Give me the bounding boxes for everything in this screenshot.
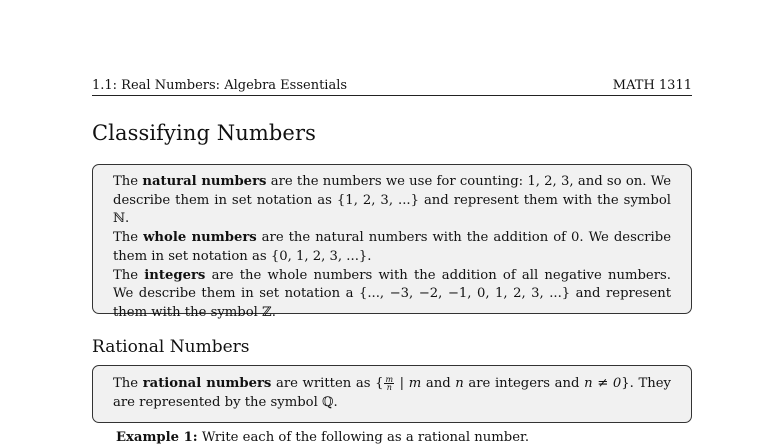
definition-box-number-sets <box>92 164 692 320</box>
header-course-label: MATH 1311 <box>612 78 692 93</box>
text-fragment: The <box>113 230 144 246</box>
text-fragment: are the natural numbers with the addition of 0. We describe them in set notation as {0, 1, 2, 3, ...}. <box>113 230 671 264</box>
text-fragment: The <box>113 376 143 391</box>
rational-numbers-definition <box>113 375 671 412</box>
example-1 <box>116 430 529 445</box>
fraction-numerator: m <box>385 375 394 384</box>
header-section-label: 1.1: Real Numbers: Algebra Essentials <box>92 78 348 93</box>
whole-numbers-definition <box>113 229 671 266</box>
term-whole-numbers: whole numbers <box>143 230 257 246</box>
math-variable: m <box>408 376 422 391</box>
section-title: Classifying Numbers <box>92 121 316 145</box>
text-fragment: }. They are represented by the symbol ℚ. <box>113 376 671 410</box>
term-natural-numbers: natural numbers <box>142 174 267 189</box>
integers-definition <box>113 267 671 323</box>
text-fragment: are written as { <box>271 376 384 391</box>
text-fragment: are integers and <box>463 376 585 391</box>
example-text: Write each of the following as a rational number. <box>197 430 530 445</box>
fraction-denominator: n <box>386 383 392 392</box>
fraction-m-over-n <box>384 376 394 391</box>
term-integers: integers <box>144 267 206 283</box>
running-header <box>92 76 692 96</box>
text-fragment: and <box>421 376 456 391</box>
definition-box-rational-numbers <box>92 365 692 423</box>
math-condition: n ≠ 0 <box>584 376 622 391</box>
subsection-title: Rational Numbers <box>92 337 250 357</box>
text-fragment: The <box>113 174 143 189</box>
text-fragment: are the numbers we use for counting: 1, 2, 3, and so on. We describe them in set notation as {1, 2, 3, ...} and represent them with the symbol ℕ. <box>113 174 671 227</box>
text-fragment: are the whole numbers with the addition of all negative numbers. We describe them in set notation a {..., −3, −2, −1, 0, 1, 2, 3, ...} and represent them with the symbol ℤ. <box>113 267 671 320</box>
text-fragment: | <box>395 376 409 391</box>
term-rational-numbers: rational numbers <box>142 376 272 391</box>
math-variable: n <box>455 376 464 391</box>
text-fragment: The <box>113 267 145 283</box>
example-label: Example 1: <box>116 430 198 445</box>
natural-numbers-definition <box>113 173 671 229</box>
